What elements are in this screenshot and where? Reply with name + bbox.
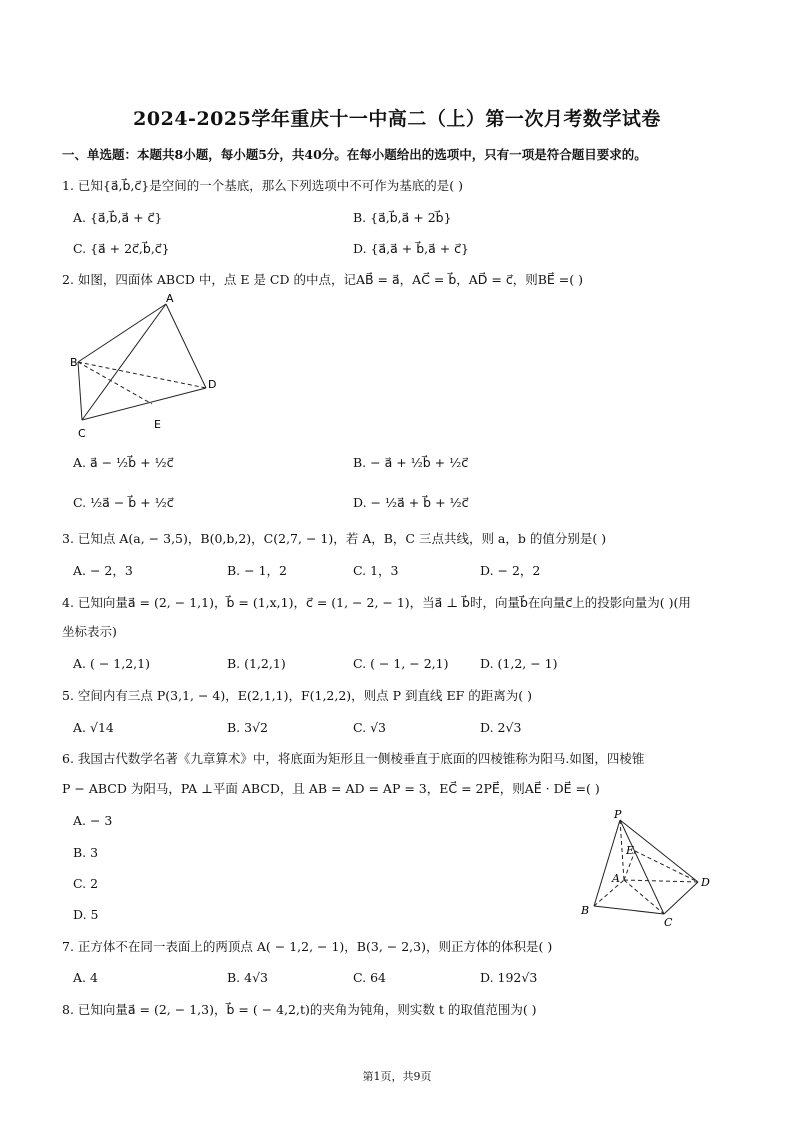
- question-6-option-d: D. 5: [73, 907, 99, 922]
- question-4-option-a: A. ( − 1,2,1): [73, 656, 150, 671]
- figure-2-label-b: B: [70, 356, 78, 369]
- figure-2-label-c: C: [78, 427, 86, 440]
- question-3-option-d: D. − 2，2: [480, 563, 541, 578]
- question-4-stem-continued: 坐标表示): [62, 624, 117, 639]
- question-6-option-a: A. − 3: [73, 813, 113, 828]
- question-7-option-a: A. 4: [73, 970, 98, 985]
- question-4-option-b: B. (1,2,1): [227, 656, 286, 671]
- question-5-option-b: B. 3√2: [227, 720, 269, 735]
- figure-6-label-e: E: [626, 844, 635, 857]
- question-5-option-a: A. √14: [73, 720, 114, 735]
- question-7-option-b: B. 4√3: [227, 970, 269, 985]
- question-1-option-c: C. {a⃗ + 2c⃗,b⃗,c⃗}: [73, 241, 170, 256]
- question-8-stem: 8. 已知向量a⃗ = (2, − 1,3)，b⃗ = ( − 4,2,t)的夹角为钝角，则实数 t 的取值范围为( ): [62, 1002, 537, 1017]
- question-4-option-d: D. (1,2, − 1): [480, 656, 558, 671]
- question-3-stem: 3. 已知点 A(a, − 3,5)，B(0,b,2)，C(2,7, − 1)，若 A，B，C 三点共线，则 a，b 的值分别是( ): [62, 531, 607, 546]
- figure-6-label-b: B: [581, 904, 590, 917]
- tetrahedron-figure: [66, 290, 226, 440]
- question-6-stem: 6. 我国古代数学名著《九章算术》中，将底面为矩形且一侧棱垂直于底面的四棱锥称为阳马.如图，四棱锥: [62, 751, 645, 766]
- question-6-option-b: B. 3: [73, 845, 99, 860]
- question-7-stem: 7. 正方体不在同一表面上的两顶点 A( − 1,2, − 1)，B(3, − 2,3)，则正方体的体积是( ): [62, 939, 553, 954]
- question-5-option-d: D. 2√3: [480, 720, 522, 735]
- page-footer: 第1页，共9页: [362, 1070, 432, 1083]
- question-4-option-c: C. ( − 1, − 2,1): [353, 656, 449, 671]
- question-1-stem: 1. 已知{a⃗,b⃗,c⃗}是空间的一个基底，那么下列选项中不可作为基底的是( ): [62, 178, 463, 193]
- figure-6-label-p: P: [614, 808, 622, 821]
- question-2-option-a: A. a⃗ − ½b⃗ + ½c⃗: [73, 455, 174, 470]
- question-3-option-c: C. 1，3: [353, 563, 399, 578]
- question-1-option-a: A. {a⃗,b⃗,a⃗ + c⃗}: [73, 210, 163, 225]
- figure-6-label-d: D: [701, 876, 710, 889]
- question-5-option-c: C. √3: [353, 720, 386, 735]
- question-2-stem: 2. 如图，四面体 ABCD 中，点 E 是 CD 的中点，记AB⃗ = a⃗，AC⃗ = b⃗，AD⃗ = c⃗，则BE⃗ =( ): [62, 272, 583, 287]
- question-2-option-c: C. ½a⃗ − b⃗ + ½c⃗: [73, 495, 174, 510]
- question-6-option-c: C. 2: [73, 876, 99, 891]
- question-3-option-a: A. − 2，3: [73, 563, 133, 578]
- figure-2-label-d: D: [208, 378, 217, 391]
- figure-6-label-a: A: [612, 872, 620, 885]
- question-7-option-c: C. 64: [353, 970, 386, 985]
- figure-6-label-c: C: [664, 916, 673, 929]
- page-title: 2024-2025学年重庆十一中高二（上）第一次月考数学试卷: [133, 108, 661, 130]
- question-2-option-b: B. − a⃗ + ½b⃗ + ½c⃗: [353, 455, 469, 470]
- question-7-option-d: D. 192√3: [480, 970, 538, 985]
- question-1-option-b: B. {a⃗,b⃗,a⃗ + 2b⃗}: [353, 210, 452, 225]
- figure-2-label-a: A: [166, 292, 174, 305]
- question-4-stem: 4. 已知向量a⃗ = (2, − 1,1)，b⃗ = (1,x,1)，c⃗ = (1, − 2, − 1)，当a⃗ ⊥ b⃗时，向量b⃗在向量c⃗上的投影向量为( )(用: [62, 595, 691, 610]
- question-5-stem: 5. 空间内有三点 P(3,1, − 4)，E(2,1,1)，F(1,2,2)，则点 P 到直线 EF 的距离为( ): [62, 688, 533, 703]
- question-6-stem-continued: P − ABCD 为阳马，PA ⊥平面 ABCD，且 AB = AD = AP = 3，EC⃗ = 2PE⃗，则AE⃗ · DE⃗ =( ): [62, 781, 600, 796]
- question-3-option-b: B. − 1，2: [227, 563, 287, 578]
- question-1-option-d: D. {a⃗,a⃗ + b⃗,a⃗ + c⃗}: [353, 241, 470, 256]
- section-heading: 一、单选题：本题共8小题，每小题5分，共40分。在每小题给出的选项中，只有一项是符合题目要求的。: [62, 147, 647, 162]
- figure-2-label-e: E: [154, 418, 161, 431]
- question-2-option-d: D. − ½a⃗ + b⃗ + ½c⃗: [353, 495, 469, 510]
- pyramid-figure: [576, 806, 726, 930]
